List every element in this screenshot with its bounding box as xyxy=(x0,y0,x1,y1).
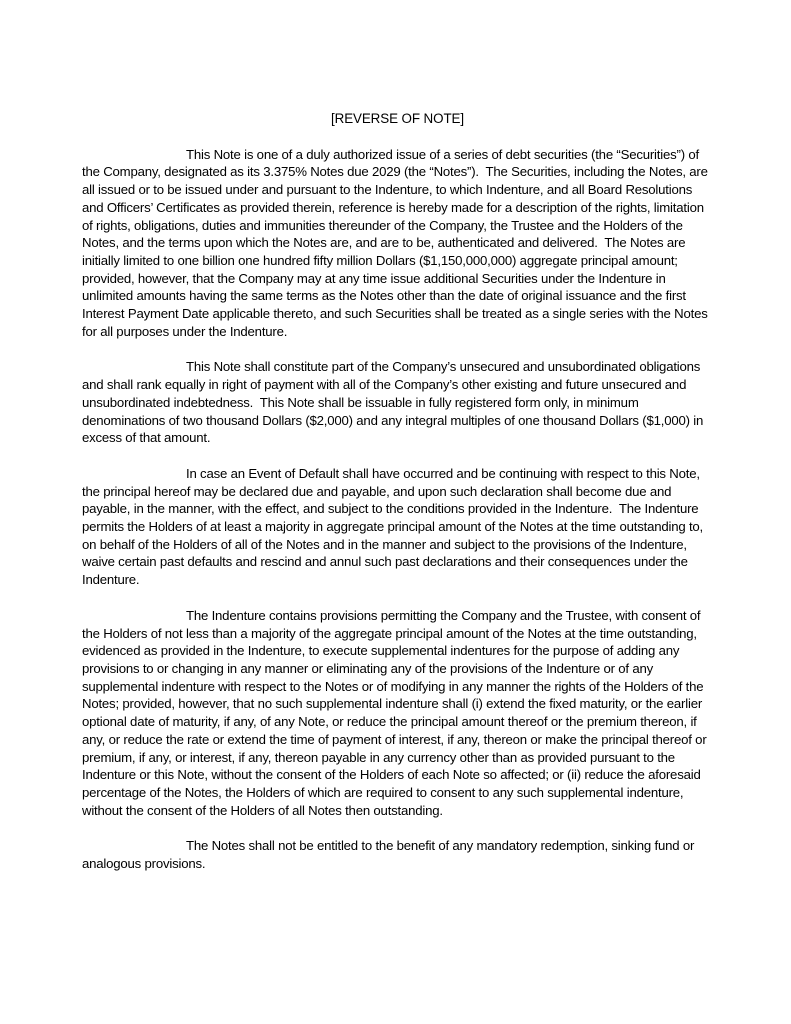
paragraph-event-of-default: In case an Event of Default shall have occurred and be continuing with respect to this Note, the principal hereof may be declared due and payable, and upon such declaration shall become due and payable, in the manner, with the effect, and subject to the conditions provided in the Indenture. The Indenture permits the Holders of at least a majority in aggregate principal amount of the Notes at the time outstanding to, on behalf of the Holders of all of the Notes and in the manner and subject to the provisions of the Indenture, waive certain past defaults and rescind and annul such past declarations and their consequences under the Indenture. xyxy=(82,465,707,588)
paragraph-no-mandatory-redemption: The Notes shall not be entitled to the benefit of any mandatory redemption, sinking fund or analogous provisions. xyxy=(82,838,698,872)
document-title: [REVERSE OF NOTE] xyxy=(331,111,464,126)
paragraph-note-series: This Note is one of a duly authorized issue of a series of debt securities (the “Securities”) of the Company, designated as its 3.375% Notes due 2029 (the “Notes”). The Securities, including the Notes, are all issued or to be issued under and pursuant to the Indenture, to which Indenture, and all Board Resolutions and Officers’ Certificates as provided therein, reference is hereby made for a description of the rights, limitation of rights, obligations, duties and immunities thereunder of the Company, the Trustee and the Holders of the Notes, and the terms upon which the Notes are, and are to be, authenticated and delivered. The Notes are initially limited to one billion one hundred fifty million Dollars ($1,150,000,000) aggregate principal amount; provided, however, that the Company may at any time issue additional Securities under the Indenture in unlimited amounts having the same terms as the Notes other than the date of original issuance and the first Interest Payment Date applicable thereto, and such Securities shall be treated as a single series with the Notes for all purposes under the Indenture. xyxy=(82,146,712,339)
paragraph-unsecured-obligations: This Note shall constitute part of the Company’s unsecured and unsubordinated obligations and shall rank equally in right of payment with all of the Company’s other existing and future unsecured and unsubordinated indebtedness. This Note shall be issuable in fully registered form only, in minimum denominations of two thousand Dollars ($2,000) and any integral multiples of one thousand Dollars ($1,000) in excess of that amount. xyxy=(82,359,707,446)
paragraph-supplemental-indentures: The Indenture contains provisions permitting the Company and the Trustee, with consent of the Holders of not less than a majority of the aggregate principal amount of the Notes at the time outstanding, evidenced as provided in the Indenture, to execute supplemental indentures for the purpose of adding any provisions to or changing in any manner or eliminating any of the provisions of the Indenture or of any supplemental indenture with respect to the Notes or of modifying in any manner the rights of the Holders of the Notes; provided, however, that no such supplemental indenture shall (i) extend the fixed maturity, or the earlier optional date of maturity, if any, of any Note, or reduce the principal amount thereof or the premium thereon, if any, or reduce the rate or extend the time of payment of interest, if any, thereon or make the principal thereof or premium, if any, or interest, if any, thereon payable in any currency other than as provided pursuant to the Indenture or this Note, without the consent of the Holders of each Note so affected; or (ii) reduce the aforesaid percentage of the Notes, the Holders of which are required to consent to any such supplemental indenture, without the consent of the Holders of all Notes then outstanding. xyxy=(82,607,710,818)
